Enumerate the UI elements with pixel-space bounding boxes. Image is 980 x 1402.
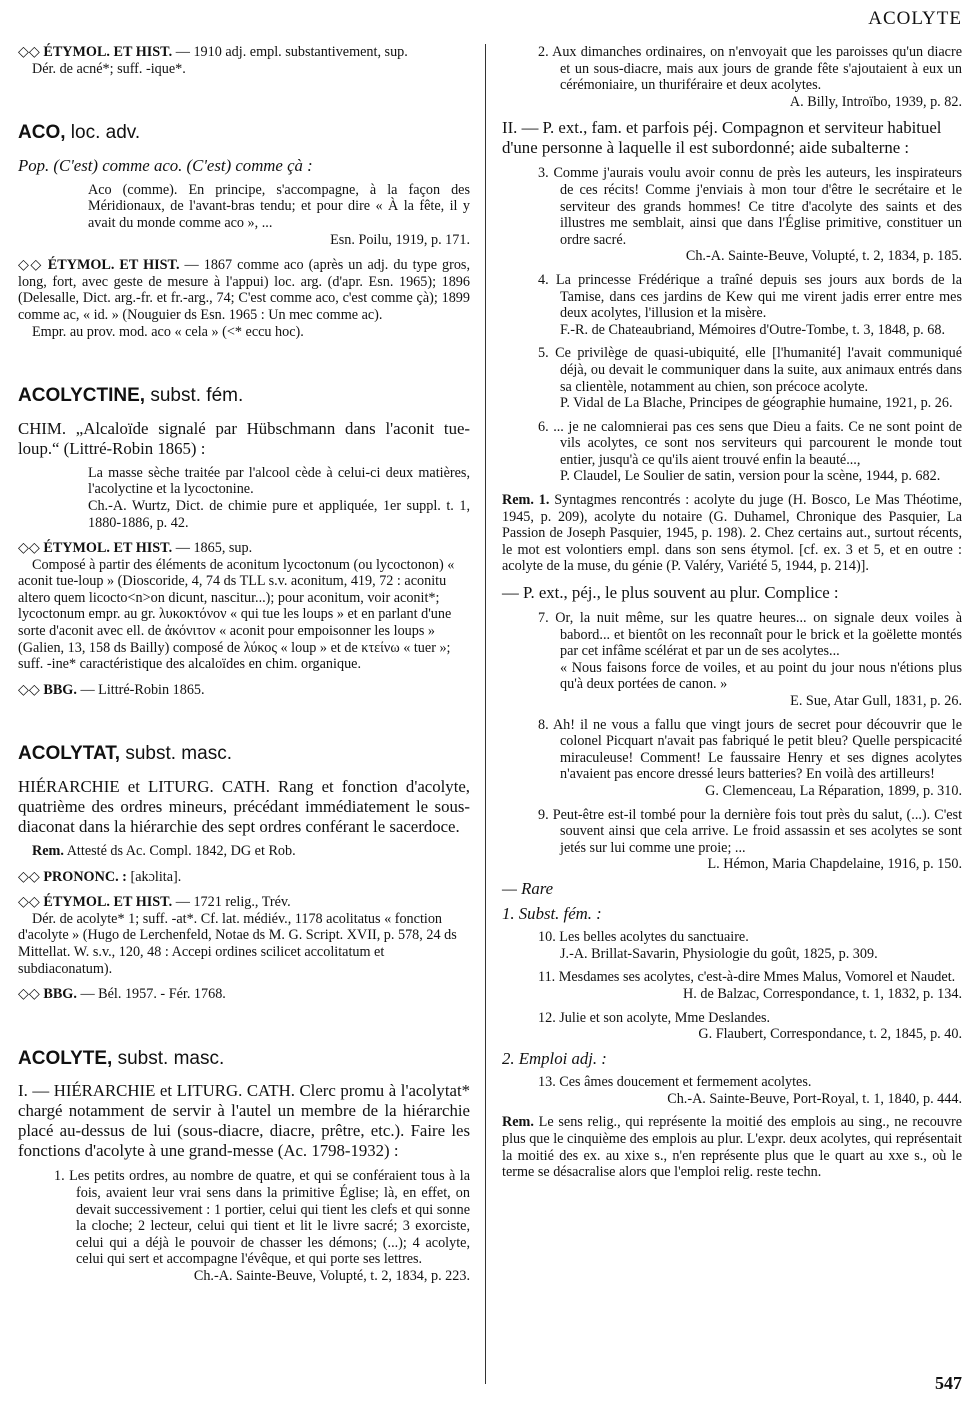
example-source: Ch.-A. Sainte-Beuve, Port-Royal, t. 1, 1840, p. 444. — [667, 1090, 962, 1107]
page-number: 547 — [935, 1373, 962, 1393]
citation-text: Aco (comme). En principe, s'accompagne, à la façon des Méridionaux, de l'avant-bras tendu; et pour dire « À la fête, il y avait du monde comme aco », ... — [88, 181, 470, 231]
example-number: 10. — [538, 929, 556, 946]
example-source: F.-R. de Chateaubriand, Mémoires d'Outre-Tombe, t. 3, 1848, p. 68. — [560, 321, 945, 338]
example-source: G. Flaubert, Correspondance, t. 2, 1845, p. 40. — [698, 1026, 962, 1043]
bbg-label: ◇◇ BBG. — [18, 681, 77, 698]
rem-text: Syntagmes rencontrés : acolyte du juge (H. Bosco, Le Mas Théotime, 1945, p. 209), acolyte du notaire (G. Duhamel, Chronique des Pasquier, La Passion de Joseph Pasquier, 1945, p. 198). 2. Chez certains aut., surtout récents, le mot est volontiers empl. dans son sens étymol. [cf. ex. 3 et 5, et en outre : acolyte de la muse, du génie (P. Valéry, Variété 5, 1944, p. 214)]. — [502, 492, 962, 575]
example-text: Ce privilège de quasi-ubiquité, elle [l'humanité] l'avait communiqué déjà, ou devait le communiquer dans la suite, aux animaux entrés dans sa clientèle, notamment au chien, son précoce acolyte. — [555, 345, 962, 395]
citation-text: La masse sèche traitée par l'alcool cède à celui-ci deux matières, l'acolyctine et la lycoctonine. — [88, 464, 470, 498]
etym-text: — 1867 comme aco (après un adj. du type gros, long, fort, avec geste de mesure à l'appui) loc. arg. (d'apr. Esn. 1965); 1896 (Delesalle, Dict. arg.-fr. et fr.-arg., 74; C'est comme aco, c'est comme çà); 1899 comme ac, « id. » (Nouguier ds Esn. 1965 : Un mec comme ac). — [18, 257, 470, 323]
rem-text: Attesté ds Ac. Compl. 1842, DG et Rob. — [66, 843, 296, 860]
example-4 — [538, 271, 962, 338]
example-8 — [538, 716, 962, 800]
example-13 — [538, 1074, 962, 1107]
column-divider — [485, 44, 486, 1384]
citation — [88, 465, 470, 531]
entry-head — [18, 1047, 470, 1069]
entry-acolyctine — [18, 385, 470, 698]
headword: ACO, — [18, 122, 66, 144]
headword: ACOLYTAT, — [18, 743, 121, 765]
emploi-adj-heading: 2. Emploi adj. : — [502, 1048, 607, 1068]
etym-text: — 1865, sup. — [175, 540, 253, 557]
example-number: 5. — [538, 345, 549, 362]
headword: ACOLYTE, — [18, 1047, 113, 1069]
example-source: E. Sue, Atar Gull, 1831, p. 26. — [790, 693, 962, 709]
example-text: ... je ne calomnierai pas ces sens que Dieu a faits. Ce ne sont point de vils acolytes, ce sont nos serviteurs qui parcourent le monde tout entier, jusqu'à ce qu'ils aient trouvé enfin la beauté..., — [553, 418, 962, 468]
entry-acolyte — [18, 1047, 471, 1285]
entry-head — [18, 743, 470, 765]
example-number: 2. — [538, 44, 549, 60]
example-number: 8. — [538, 716, 549, 733]
etym-body: Composé à partir des éléments de aconitum lycoctonum (ou lycoctonon) « aconit tue-loup » (Dioscoride, 4, 74 ds TLL s.v. aconitum, 419, 72 : aconitu altero quem licocto<n>on dicunt, nascitur...); pour aconitum, voir aconit*; lycoctonum empr. au gr. λυκοκτόνον « qui tue les loups » et en parlant d'une sorte d'aconit avec ell. de ἀκόνιτον « aconit pour empoisonner les loups » (Galien, 13, 158 ds Bailly) composé de λύκος « loup » et de κτείνω « tuer »; suff. -ine* caractéristique des alcaloïdes en chim. organique. — [18, 556, 455, 673]
citation-source: Ch.-A. Wurtz, Dict. de chimie pure et appliquée, 1er suppl. t. 1, 1880-1886, p. 42. — [88, 497, 470, 531]
example-text: Julie et son acolyte, Mme Deslandes. — [559, 1009, 771, 1026]
example-number: 11. — [538, 969, 556, 986]
rare-heading: — Rare — [502, 878, 554, 898]
example-number: 1. — [54, 1168, 65, 1185]
example-source: Ch.-A. Sainte-Beuve, Volupté, t. 2, 1834, p. 223. — [193, 1267, 470, 1284]
rem-label: Rem. — [32, 843, 64, 860]
sense-complice: — P. ext., péj., le plus souvent au plur. Complice : — [502, 583, 839, 603]
example-3 — [538, 165, 963, 265]
example-text: Comme j'aurais voulu avoir connu de près les auteurs, les inspirateurs de ces récits! Comme j'enviais à mon tour d'être le secrétaire et le serviteur des grands hommes! Ce titre d'acolyte des saints et des illustres me semblait, ainsi que dans l'Église primitive, constituer un ordre sacré. — [553, 165, 963, 248]
definition: Pop. (C'est) comme aco. (C'est) comme çà : — [18, 155, 313, 175]
example-number: 6. — [538, 418, 549, 435]
example-source: L. Hémon, Maria Chapdelaine, 1916, p. 150. — [707, 856, 962, 873]
example-number: 4. — [538, 271, 549, 288]
entry-acolytat — [18, 743, 470, 1003]
example-text-2: « Nous faisons force de voiles, et au point du jour nous n'étions plus qu'à deux portées de canon. » — [560, 659, 962, 693]
etym-label: ◇◇ ÉTYMOL. ET HIST. — [18, 894, 173, 911]
example-7 — [538, 610, 962, 710]
part-of-speech: subst. fém. — [150, 385, 244, 407]
example-source: P. Claudel, Le Soulier de satin, version pour la scène, 1944, p. 682. — [560, 468, 941, 485]
bbg-text: — Littré-Robin 1865. — [80, 681, 205, 698]
bbg-text: — Bél. 1957. - Fér. 1768. — [80, 986, 226, 1003]
example-text: La princesse Frédérique a traîné depuis ses jours aux bords de la Tamise, dans ces jardins de Kew qui me virent jadis errer entre mes deux acolytes, l'illusion et la misère. — [555, 271, 962, 322]
example-number: 9. — [538, 806, 549, 823]
sense-ii: II. — P. ext., fam. et parfois péj. Compagnon et serviteur habituel d'une personne à laquelle il est subordonné; aide subalterne : — [502, 118, 942, 158]
example-text: Aux dimanches ordinaires, on n'envoyait que les paroisses qu'un diacre et un sous-diacre, mais aux jours de grande fête s'ajoutaient à eux un cérémoniaire, un thuriféraire et deux acolytes. — [552, 44, 962, 94]
part-of-speech: subst. masc. — [117, 1047, 225, 1069]
example-text: Ces âmes doucement et fermement acolytes. — [559, 1074, 812, 1091]
citation-source: Esn. Poilu, 1919, p. 171. — [330, 231, 470, 248]
rem-label: Rem. 1. — [502, 492, 550, 509]
example-number: 12. — [538, 1009, 556, 1026]
example-text: Mesdames ses acolytes, c'est-à-dire Mmes Malus, Vomorel et Naudet. — [558, 969, 956, 986]
example-text: Peut-être est-il tombé pour la dernière fois tout près du salut, (...). C'est souvent ainsi que cela arrive. Le froid assassin et ses acolytes se sont jetés sur lui comme une proie; ... — [552, 806, 963, 856]
part-of-speech: loc. adv. — [70, 122, 141, 144]
etym-deriv: Dér. de acné*; suff. -ique*. — [32, 60, 186, 77]
example-source: G. Clemenceau, La Réparation, 1899, p. 310. — [705, 782, 962, 799]
example-2 — [538, 44, 962, 110]
example-source: Ch.-A. Sainte-Beuve, Volupté, t. 2, 1834, p. 185. — [685, 248, 962, 265]
bbg-label: ◇◇ BBG. — [18, 986, 77, 1003]
running-head: ACOLYTE — [868, 8, 962, 29]
definition: CHIM. „Alcaloïde signalé par Hübschmann dans l'aconit tue-loup.“ (Littré-Robin 1865) : — [18, 418, 470, 458]
entry-acnique-etym — [18, 44, 470, 77]
definition: HIÉRARCHIE et LITURG. CATH. Rang et fonction d'acolyte, quatrième des ordres mineurs, précédant immédiatement le sous-diaconat dans la hiérarchie des sept ordres conférant le sacerdoce. — [18, 777, 470, 837]
example-9 — [538, 806, 963, 873]
example-number: 13. — [538, 1074, 556, 1091]
subst-fem-heading: 1. Subst. fém. : — [502, 903, 602, 923]
etym-label: ◇◇ ÉTYMOL. ET HIST. — [18, 44, 173, 60]
example-10 — [538, 929, 962, 962]
example-6 — [538, 418, 962, 485]
entry-aco — [18, 122, 470, 340]
etym-label: ◇◇ ÉTYMOL. ET HIST. — [18, 540, 173, 557]
entry-head — [18, 385, 470, 407]
headword: ACOLYCTINE, — [18, 385, 146, 407]
definition: I. — HIÉRARCHIE et LITURG. CATH. Clerc promu à l'acolytat* chargé notamment de servir à l'autel un membre de la hiérarchie placé au-dessus de lui (sous-diacre, diacre, prêtre, etc.). Faire les fonctions d'acolyte à une grand-messe (Ac. 1798-1932) : — [18, 1081, 470, 1161]
example-12 — [538, 1009, 962, 1043]
part-of-speech: subst. masc. — [125, 743, 232, 765]
example-number: 3. — [538, 165, 549, 182]
right-column — [502, 44, 962, 1181]
example-5 — [538, 345, 962, 412]
entry-head — [18, 122, 470, 144]
example-text: Or, la nuit même, sur les quatre heures... on signale deux voiles à babord... et bientôt on les reconnaît pour le brick et la goëlette montés par cet infâme scélérat et par un de ses acolytes... — [555, 610, 962, 660]
prononc-text: [akɔlita]. — [130, 868, 182, 885]
example-source: P. Vidal de La Blache, Principes de géographie humaine, 1921, p. 26. — [560, 395, 953, 412]
etym-label: ◇◇ ÉTYMOL. ET HIST. — [18, 257, 180, 274]
example-source: H. de Balzac, Correspondance, t. 1, 1832, p. 134. — [683, 985, 962, 1002]
example-1 — [54, 1168, 471, 1284]
rem-label: Rem. — [502, 1114, 534, 1131]
example-text: Les petits ordres, au nombre de quatre, et qui se conféraient tous à la fois, avaient leur vrai sens dans la primitive Église; là, en effet, on devait successivement : 1 portier, celui qui tient les clefs et qui sonne la cloche; 2 lecteur, celui qui tient et lit le livre sacré; 3 exorciste, celui qui a déjà le pouvoir de chasser les démons; (...); 4 acolyte, celui qui sert et accompagne l'évêque, et qui porte ses lettres. — [69, 1168, 471, 1268]
etym-text-2: Empr. au prov. mod. aco « cela » (<* eccu hoc). — [32, 323, 304, 340]
example-source: J.-A. Brillat-Savarin, Physiologie du goût, 1825, p. 309. — [560, 945, 878, 962]
etym-text: — 1721 relig., Trév. — [175, 894, 291, 911]
rem-text: Le sens relig., qui représente la moitié des emplois au sing., ne recouvre plus que le cinquième des emplois au plur. L'expr. deux acolytes, qui représentait la moitié des ex. au xixe s., n'en représente plus que le quart au xxe s., où le terme se désacralise alors que l'emploi relig. reste techn. — [502, 1114, 962, 1181]
example-11 — [538, 969, 962, 1002]
left-column — [18, 44, 470, 1285]
etym-body: Dér. de acolyte* 1; suff. -at*. Cf. lat. médiév., 1178 acolitatus « fonction d'acolyte » (Hugo de Lerchenfeld, Notae ds M. G. Script. XVII, p. 578, 24 ds Mittellat. W. s.v., 120, 48 : Accepi ordines scilicet accolitatum et subdiaconatum). — [18, 910, 457, 977]
etym-text: — 1910 adj. empl. substantivement, sup. — [175, 44, 408, 60]
example-text: Les belles acolytes du sanctuaire. — [559, 929, 749, 946]
example-number: 7. — [538, 610, 549, 627]
prononc-label: ◇◇ PRONONC. : — [18, 868, 127, 885]
example-text: Ah! il ne vous a fallu que vingt jours de secret pour découvrir que le colonel Picquart n'avait pas fabriqué le petit bleu? Quelle perspicacité miraculeuse! Comment! Le faussaire Henry et ses dignes acolytes n'avaient pas encore dressé leurs batteries? En voilà des artilleurs! — [552, 716, 962, 783]
citation — [88, 182, 470, 248]
example-source: A. Billy, Introïbo, 1939, p. 82. — [789, 93, 962, 110]
